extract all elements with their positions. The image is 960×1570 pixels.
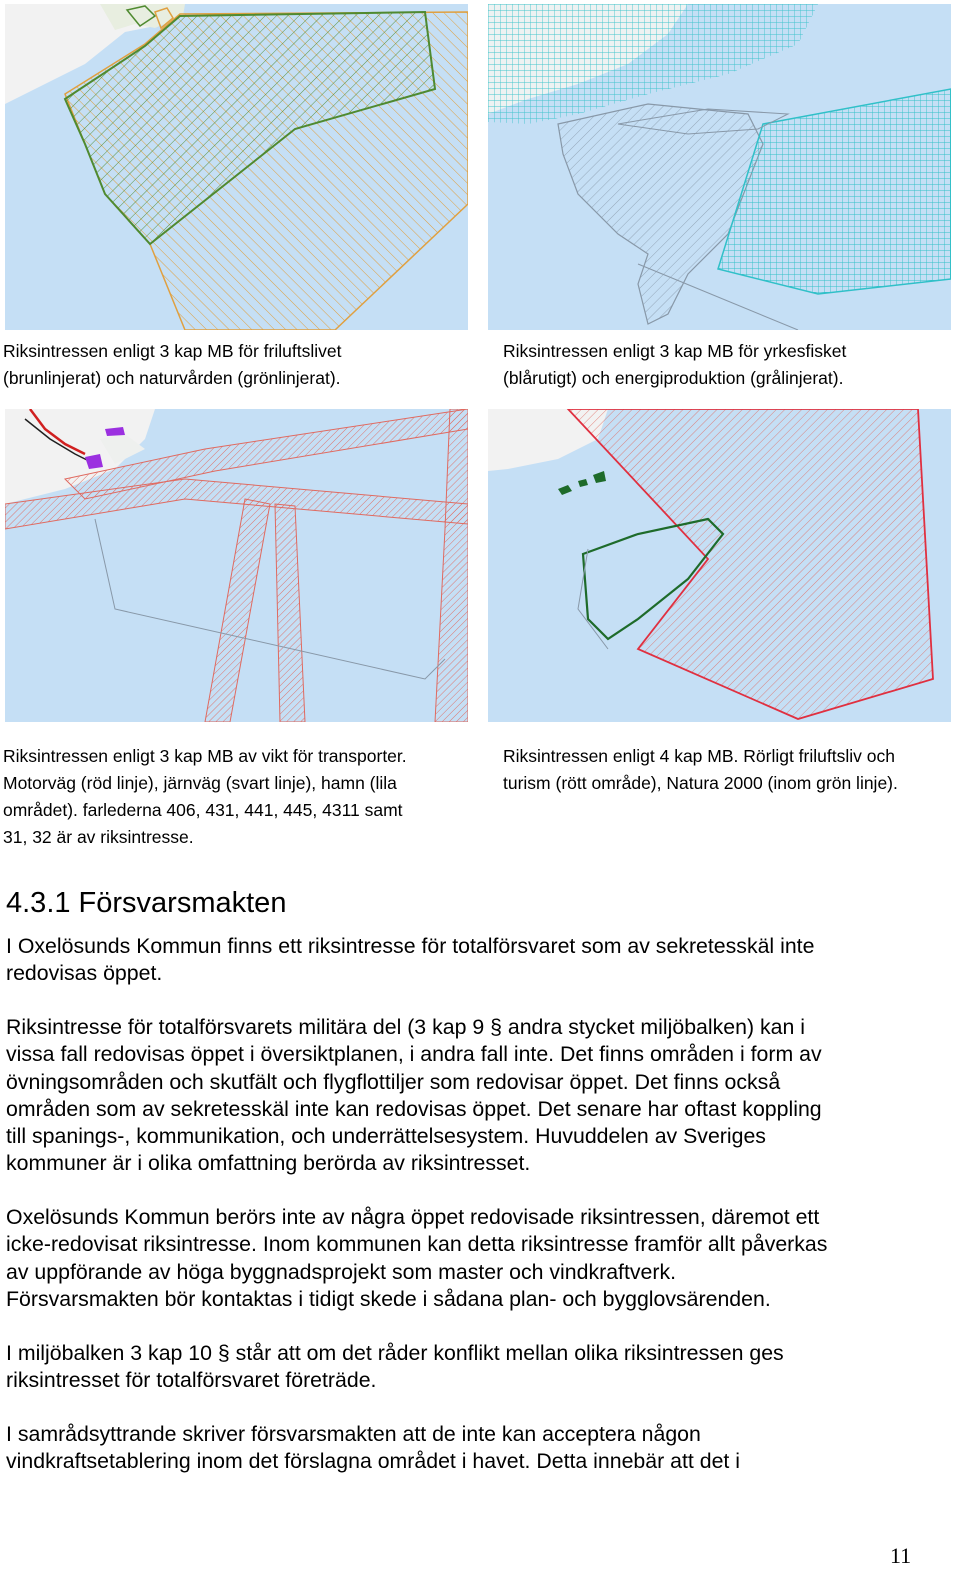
- section-heading: 4.3.1 Försvarsmakten: [6, 887, 287, 919]
- map-caption-4kap: Riksintressen enligt 4 kap MB. Rörligt friluftsliv och turism (rött område), Natura 2000 (inom grön linje).: [503, 746, 898, 793]
- paragraph-4: I miljöbalken 3 kap 10 § står att om det råder konflikt mellan olika riksintressen ges riksintresset för totalförsvaret företräde.: [6, 1341, 784, 1393]
- map-caption-transporter: Riksintressen enligt 3 kap MB av vikt för transporter. Motorväg (röd linje), järnväg (svart linje), hamn (lila området). farlederna 406, 431, 441, 445, 4311 samt 31, 32 är av riksintresse.: [3, 746, 407, 847]
- page-number: 11: [890, 1543, 912, 1568]
- paragraph-1: I Oxelösunds Kommun finns ett riksintresse för totalförsvaret som av sekretesskäl inte redovisas öppet.: [6, 934, 815, 986]
- paragraph-5: I samrådsyttrande skriver försvarsmakten att de inte kan acceptera någon vindkraftsetablering inom det förslagna området i havet. Detta innebär att det i: [6, 1422, 740, 1474]
- paragraph-2: Riksintresse för totalförsvarets militära del (3 kap 9 § andra stycket miljöbalken) kan i vissa fall redovisas öppet i översiktplanen, i andra fall inte. Det finns områden i form av övningsområden och skutfält och flygflottiljer som redovisar öppet. Det finns också områden som av sekretesskäl inte kan redovisas öppet. Det senare har oftast koppling till spanings-, kommunikation, och underrättelsesystem. Huvuddelen av Sveriges kommuner är i olika omfattning berörda av riksintresset.: [6, 1015, 822, 1176]
- map-yrkesfiske-energi: [488, 4, 951, 330]
- paragraph-3: Oxelösunds Kommun berörs inte av några öppet redovisade riksintressen, däremot ett icke-redovisat riksintresse. Inom kommunen kan detta riksintresse framför allt påverkas av uppförande av höga byggnadsprojekt som master och vindkraftverk. Försvarsmakten bör kontaktas i tidigt skede i sådana plan- och bygglovsärenden.: [6, 1205, 828, 1311]
- map-caption-yrkesfiske: Riksintressen enligt 3 kap MB för yrkesfisket (blårutigt) och energiproduktion (grålinjerat).: [503, 341, 847, 388]
- map-friluftsliv-naturvard: [5, 4, 468, 330]
- map-caption-friluftsliv: Riksintressen enligt 3 kap MB för friluftslivet (brunlinjerat) och naturvården (grönlinjerat).: [3, 341, 342, 388]
- map-transporter: [5, 409, 468, 722]
- map-4kap: [488, 409, 951, 722]
